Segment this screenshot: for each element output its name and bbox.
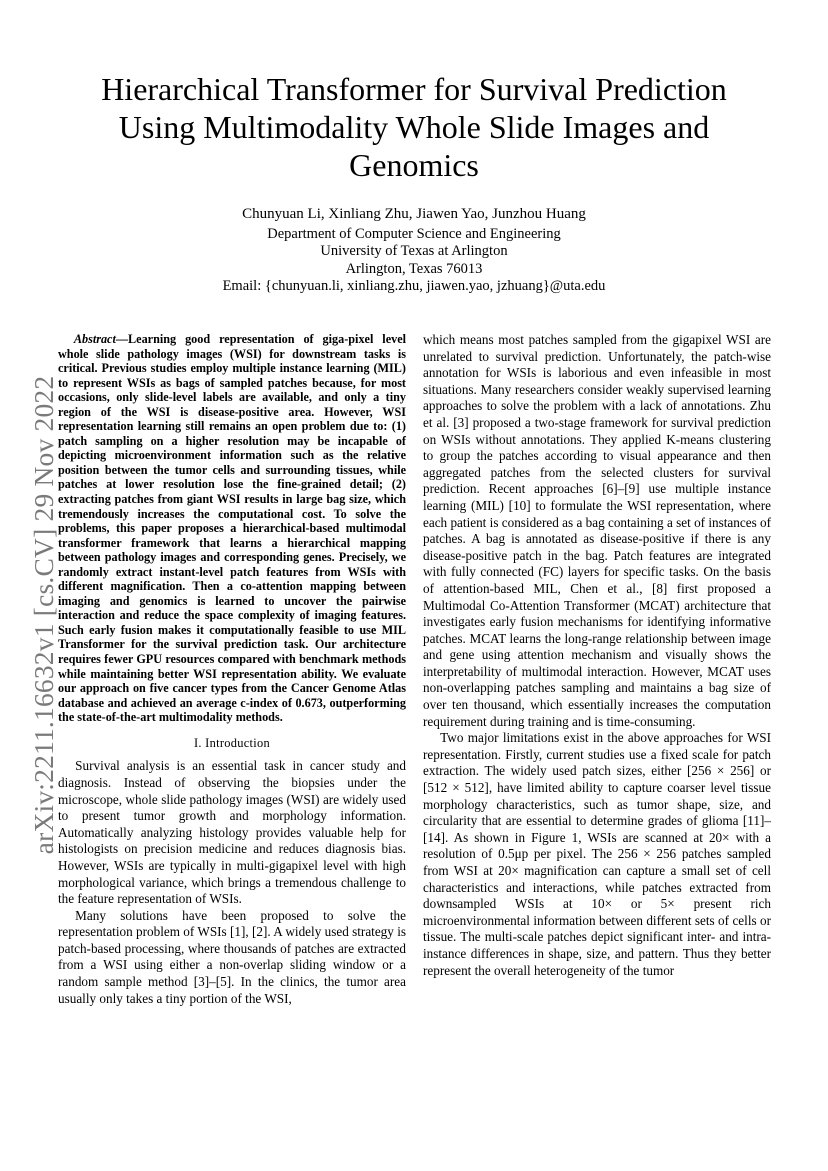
intro-paragraph-2: Many solutions have been proposed to solve the representation problem of WSIs [1], [2]. A widely used strategy is patch-based processing, where thousands of patches are extracted from a WSI using either a non-overlap sliding window or a random sample method [3]–[5]. In the clinics, the tumor area usually only takes a tiny portion of the WSI, xyxy=(58,907,406,1006)
intro-paragraph-1: Survival analysis is an essential task in cancer study and diagnosis. Instead of observing the biopsies under the microscope, whole slide pathology images (WSI) are widely used to present tumor growth and morphology information. Automatically analyzing histology provides valuable help for histologists on precision medicine and reduces diagnosis bias. However, WSIs are typically in multi-gigapixel level with high morphological variance, which brings a tremendous challenge to the feature representation of WSIs. xyxy=(58,758,406,907)
section-heading-introduction: I. Introduction xyxy=(193,735,271,750)
author-university: University of Texas at Arlington xyxy=(320,243,508,259)
author-department: Department of Computer Science and Engineering xyxy=(267,225,561,242)
author-block xyxy=(60,206,768,296)
abstract xyxy=(58,332,406,725)
author-names: Chunyuan Li, Xinliang Zhu, Jiawen Yao, Junzhou Huang xyxy=(242,206,586,222)
left-column xyxy=(58,332,406,1007)
abstract-text: —Learning good representation of giga-pixel level whole slide pathology images (WSI) for downstream tasks is critical. Previous studies employ multiple instance learning (MIL) to represent WSIs as bags of sampled patches because, for most occasions, only slide-level labels are available, and only a tiny region of the WSI is disease-positive area. However, WSI representation learning still remains an open problem due to: (1) patch sampling on a higher resolution may be incapable of depicting microenvironment information such as the relative position between the tumor cells and surrounding tissues, while patches at lower resolution lose the fine-grained detail; (2) extracting patches from giant WSI results in large bag size, which tremendously increases the computational cost. To solve the problems, this paper proposes a hierarchical-based multimodal transformer framework that learns a hierarchical mapping between pathology images and corresponding genes. Precisely, we randomly extract instant-level patch features from WSIs with different magnification. Then a co-attention mapping between imaging and genomics is learned to uncover the pairwise interaction and reduce the space complexity of imaging features. Such early fusion makes it computationally feasible to use MIL Transformer for the survival prediction task. Our architecture requires fewer GPU resources compared with benchmark methods while maintaining better WSI representation ability. We evaluate our approach on five cancer types from the Cancer Genome Atlas database and achieved an average c-index of 0.673, outperforming the state-of-the-art multimodality methods. xyxy=(58,332,406,725)
arxiv-identifier-text: arXiv:2211.16632v1 [cs.CV] 29 Nov 2022 xyxy=(28,375,59,855)
abstract-label: Abstract xyxy=(73,332,116,346)
paper-title: Hierarchical Transformer for Survival Prediction Using Multimodality Whole Slide Images and Genomics xyxy=(101,71,727,183)
author-email: Email: {chunyuan.li, xinliang.zhu, jiawen.yao, jzhuang}@uta.edu xyxy=(222,278,606,294)
author-location: Arlington, Texas 76013 xyxy=(345,260,483,277)
right-column xyxy=(423,332,771,979)
intro-paragraph-4: Two major limitations exist in the above approaches for WSI representation. Firstly, current studies use a fixed scale for patch extraction. The widely used patch sizes, either [256 × 256] or [512 × 512], have limited ability to capture coarser level tissue morphology characteristics, such as tumor shape, size, and circularity that are essential to determine grades of glioma [11]–[14]. As shown in Figure 1, WSIs are scanned at 20× with a resolution of 0.5μp per pixel. The 256 × 256 patches sampled from WSI at 20× magnification can capture a small set of cell characteristics and interactions, while patches extracted from downsampled WSIs at 10× or 5× present rich microenvironmental information between different sets of cells or tissue. The multi-scale patches depict significant inter- and intra-instance differences in shape, size, and pattern. Thus they better represent the overall heterogeneity of the tumor xyxy=(423,730,771,978)
intro-paragraph-3: which means most patches sampled from the gigapixel WSI are unrelated to survival prediction. Unfortunately, the patch-wise annotation for WSIs is laborious and even infeasible in most situations. Many researchers consider weakly supervised learning approaches to solve the problem with a lack of annotations. Zhu et al. [3] proposed a two-stage framework for survival prediction on WSIs without annotations. They applied K-means clustering to group the patches according to visual appearance and then aggregated patches from the selected clusters for survival prediction. Recent approaches [6]–[9] use multiple instance learning (MIL) [10] to formulate the WSI representation, where each patient is considered as a bag containing a set of instances of patches. A bag is annotated as disease-positive if there is any disease-positive patch in the bag. Patch features are integrated with fully connected (FC) layers for specific tasks. On the basis of attention-based MIL, Chen et al., [8] first proposed a Multimodal Co-Attention Transformer (MCAT) architecture that investigates early fusion mechanisms for identifying informative patches. MCAT learns the long-range relationship between image and gene using attention mechanism and visually shows the interpretability of multimodal interaction. However, MCAT uses non-overlapping patches sampling and maintains a bag size of over ten thousand, which essentially increases the computation requirement during training and is time-consuming. xyxy=(423,332,771,729)
